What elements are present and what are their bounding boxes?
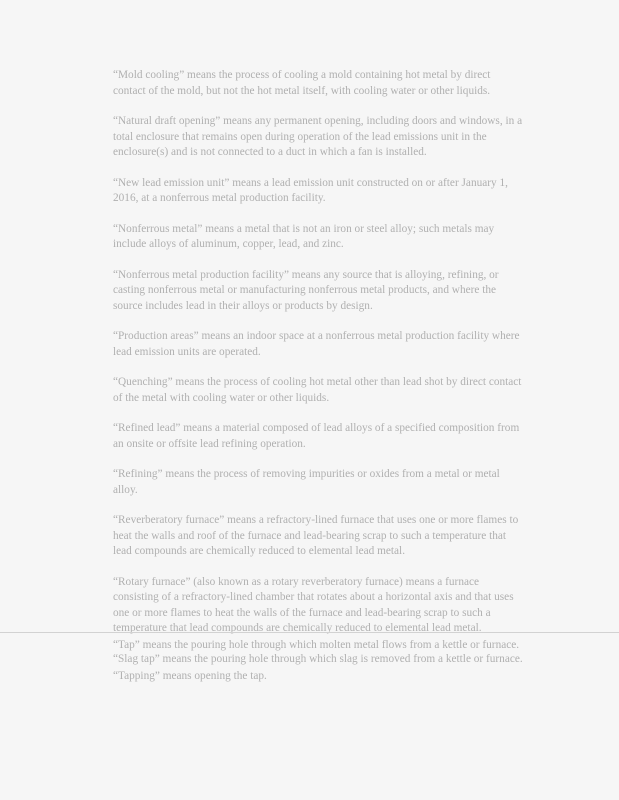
- definition-rotary-furnace: “Rotary furnace” (also known as a rotary reverberatory furnace) means a furnace consisting of a refractory-lined chamber that rotates about a horizontal axis and that uses one or more flames to heat the walls of the furnace and lead-bearing scrap to such a temperature that lead compounds are chemically reduced to elemental lead metal.: [113, 575, 514, 634]
- definition-mold-cooling: “Mold cooling” means the process of cooling a mold containing hot metal by direct contact of the mold, but not the hot metal itself, with cooling water or other liquids.: [113, 69, 491, 97]
- definition-quenching: “Quenching” means the process of cooling hot metal other than lead shot by direct contact of the metal with cooling water or other liquids.: [113, 376, 522, 404]
- definition-refining: “Refining” means the process of removing impurities or oxides from a metal or metal alloy.: [113, 468, 500, 496]
- definition-production-areas: “Production areas” means an indoor space at a nonferrous metal production facility where lead emission units are operated.: [113, 330, 520, 358]
- definition-natural-draft-opening: “Natural draft opening” means any permanent opening, including doors and windows, in a total enclosure that remains open during operation of the lead emissions unit in the enclosure(s) and is not connected to a duct in which a fan is installed.: [113, 115, 523, 158]
- definition-slag-tap: “Slag tap” means the pouring hole through which slag is removed from a kettle or furnace.: [113, 652, 523, 665]
- definition-tap: “Tap” means the pouring hole through which molten metal flows from a kettle or furnace.: [113, 639, 520, 651]
- definitions-list-continued: [113, 638, 523, 699]
- definition-nonferrous-metal: “Nonferrous metal” means a metal that is not an iron or steel alloy; such metals may include alloys of aluminum, copper, lead, and zinc.: [113, 222, 495, 250]
- definition-reverberatory-furnace: “Reverberatory furnace” means a refractory-lined furnace that uses one or more flames to heat the walls and roof of the furnace and lead-bearing scrap to such a temperature that lead compounds are chemically reduced to elemental lead metal.: [113, 514, 519, 557]
- definition-nonferrous-metal-production-facility: “Nonferrous metal production facility” means any source that is alloying, refining, or casting nonferrous metal or manufacturing nonferrous metal products, and where the source includes lead in their alloys or products by design.: [113, 268, 499, 312]
- definitions-list: [113, 68, 523, 667]
- definition-new-lead-emission-unit: “New lead emission unit” means a lead emission unit constructed on or after January 1, 2016, at a nonferrous metal production facility.: [113, 176, 508, 204]
- horizontal-rule: [0, 632, 619, 633]
- definition-tapping: “Tapping” means opening the tap.: [113, 669, 267, 682]
- definition-refined-lead: “Refined lead” means a material composed of lead alloys of a specified composition from an onsite or offsite lead refining operation.: [113, 422, 520, 450]
